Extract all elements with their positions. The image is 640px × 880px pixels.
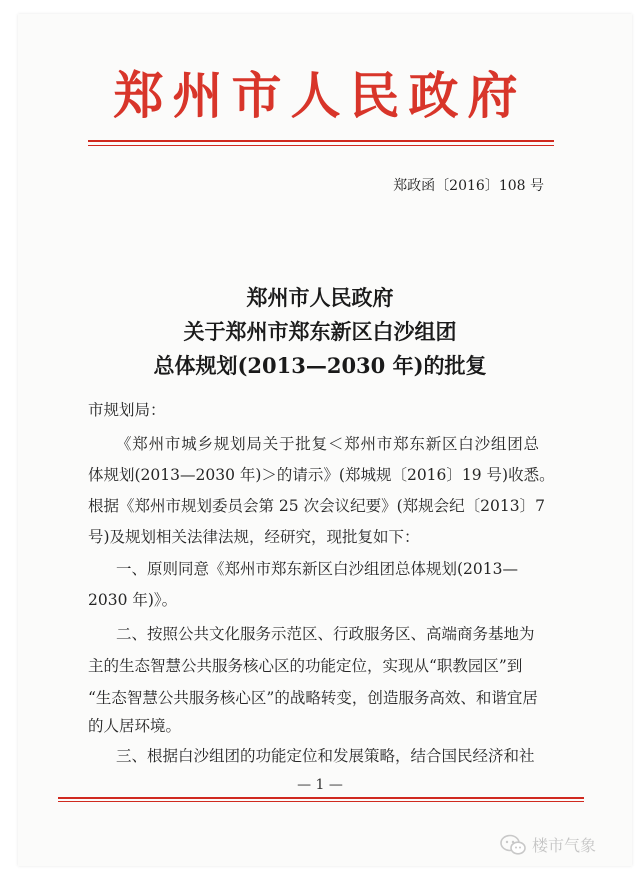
watermark — [500, 833, 596, 856]
wechat-icon — [500, 834, 526, 856]
header-rule-top — [88, 140, 554, 142]
body-line: 二、按照公共文化服务示范区、行政服务区、高端商务基地为 — [116, 625, 535, 643]
body-line: 2030 年)》。 — [88, 591, 178, 609]
addressee: 市规划局： — [88, 401, 166, 419]
body-line: 三、根据白沙组团的功能定位和发展策略，结合国民经济和社 — [116, 747, 535, 765]
body-line: 《郑州市城乡规划局关于批复＜郑州市郑东新区白沙组团总 — [116, 435, 540, 453]
footer-rule-bottom — [58, 801, 584, 802]
header-rule-bottom — [88, 145, 554, 146]
issuer-title: 郑州市人民政府 — [113, 66, 527, 125]
subject-line-1: 郑州市人民政府 — [246, 285, 394, 310]
page-number: — 1 — — [297, 777, 343, 793]
body-line: 的人居环境。 — [88, 717, 182, 735]
body-line: 根据《郑州市规划委员会第 25 次会议纪要》(郑规会纪〔2013〕7 — [88, 497, 545, 515]
subject-line-3: 总体规划(2013—2030 年)的批复 — [153, 353, 487, 378]
body-line: 体规划(2013—2030 年)＞的请示》(郑城规〔2016〕19 号)收悉。 — [88, 466, 555, 484]
body-line: 号)及规划相关法律法规，经研究，现批复如下： — [88, 528, 420, 546]
document-number: 郑政函〔2016〕108 号 — [393, 178, 544, 194]
footer-rule-top — [58, 797, 584, 799]
body-line: 主的生态智慧公共服务核心区的功能定位，实现从“职教园区”到 — [88, 657, 523, 675]
watermark-text: 楼市气象 — [532, 836, 597, 855]
body-line: “生态智慧公共服务核心区”的战略转变，创造服务高效、和谐宜居 — [88, 689, 538, 707]
body-line: 一、原则同意《郑州市郑东新区白沙组团总体规划(2013— — [116, 560, 518, 578]
subject-line-2: 关于郑州市郑东新区白沙组团 — [183, 319, 457, 344]
